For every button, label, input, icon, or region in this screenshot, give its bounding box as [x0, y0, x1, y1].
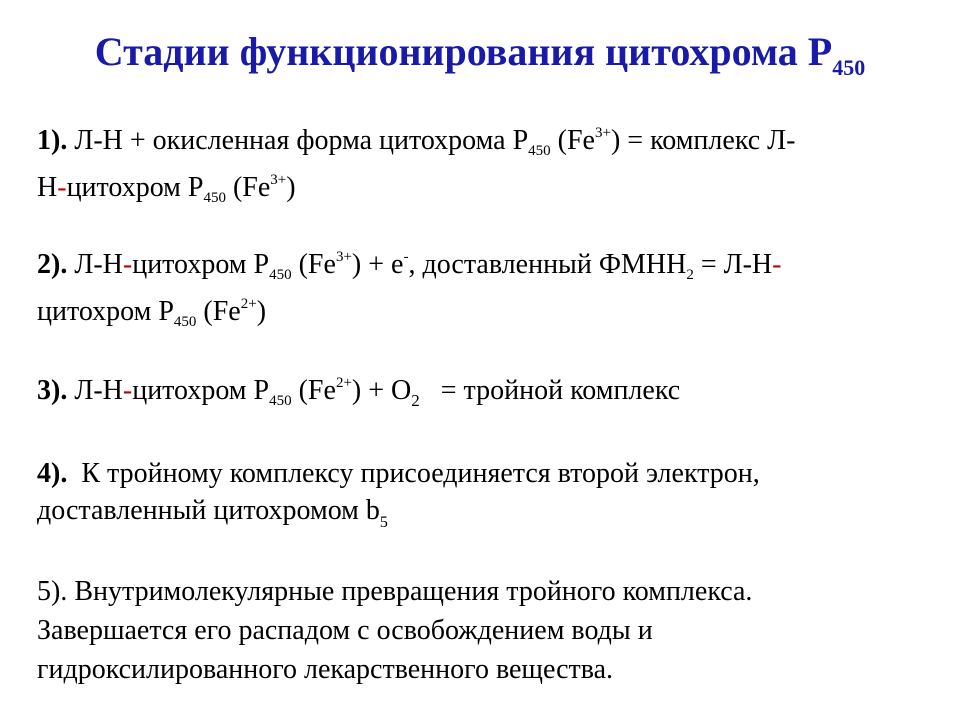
step-2-l2-c: ) [256, 296, 267, 327]
step-3-sub-2: 2 [411, 391, 420, 410]
step-3-number: 3). [37, 375, 68, 406]
step-4-line-2 [37, 495, 388, 531]
step-3-text-e: = тройной комплекс [419, 375, 681, 406]
step-4-line-1 [37, 460, 760, 488]
step-1-line-2 [37, 172, 296, 206]
step-4-text-1: К тройному комплексу присоединяется второй электрон, [67, 458, 760, 489]
step-3-red-dash: - [122, 375, 133, 406]
step-2-sup-electron: - [403, 249, 409, 265]
title-subscript: 450 [832, 55, 866, 80]
step-2-text-a: Л-Н [67, 249, 123, 280]
step-1-text-c: ) = комплекс Л- [610, 125, 796, 156]
step-4-number: 4). [37, 458, 68, 489]
step-2-red-dash: - [122, 249, 133, 280]
step-1-line-1 [37, 125, 796, 159]
step-1-number: 1). [37, 125, 68, 156]
step-2-line-1 [37, 249, 782, 283]
step-3-text-c: (Fe [291, 375, 336, 406]
step-1-l2-sup-charge: 3+ [270, 172, 287, 188]
step-1-sup-charge: 3+ [594, 125, 611, 141]
step-1-red-dash: - [57, 172, 67, 203]
step-2-number: 2). [37, 249, 68, 280]
step-3-text-d: ) + О [351, 375, 412, 406]
step-1-l2-c: (Fe [225, 172, 271, 203]
step-5-line-1: 5). Внутримолекулярные превращения тройного комплекса. [37, 576, 753, 607]
step-2-sub-2: 2 [686, 267, 694, 283]
step-4-sub-5: 5 [379, 514, 388, 531]
step-1-l2-a: Н [37, 172, 58, 203]
step-2-red-dash-2: - [772, 249, 782, 280]
step-3-sub-450: 450 [269, 393, 292, 409]
step-1-l2-sub-450: 450 [203, 190, 226, 206]
step-3-sup-charge: 2+ [335, 375, 352, 391]
step-1-sub-450: 450 [528, 143, 551, 159]
step-2-text-d: ) + е [351, 249, 404, 280]
step-2-sub-450: 450 [269, 267, 292, 283]
step-2-l2-a: цитохром Р [37, 296, 174, 327]
step-2-text-b: цитохром Р [132, 249, 270, 280]
slide-title [0, 28, 960, 81]
step-2-text-f: = Л-Н [693, 249, 773, 280]
step-2-line-2 [37, 296, 267, 330]
step-2-l2-sup-charge: 2+ [240, 296, 257, 312]
step-5-line-3: гидроксилированного лекарственного вещества. [37, 654, 614, 685]
step-3-text-a: Л-Н [67, 375, 123, 406]
step-2-l2-b: (Fe [196, 296, 241, 327]
step-3-text-b: цитохром Р [132, 375, 270, 406]
step-2-l2-sub-450: 450 [173, 314, 197, 330]
step-1-l2-d: ) [286, 172, 296, 203]
step-2-text-e: , доставленный ФМНН [408, 249, 687, 280]
step-1-text-a: Л-Н + окисленная форма цитохрома Р [67, 125, 529, 156]
step-3-line-1 [37, 375, 681, 410]
step-2-sup-charge: 3+ [335, 249, 352, 265]
step-1-text-b: (Fe [550, 125, 595, 156]
title-text: Стадии функционирования цитохрома Р [94, 29, 833, 74]
step-5-line-2: Завершается его распадом с освобождением воды и [37, 615, 653, 646]
step-4-text-2: доставленный цитохромом b [37, 495, 380, 526]
step-2-text-c: (Fe [291, 249, 336, 280]
step-1-l2-b: цитохром Р [66, 172, 204, 203]
